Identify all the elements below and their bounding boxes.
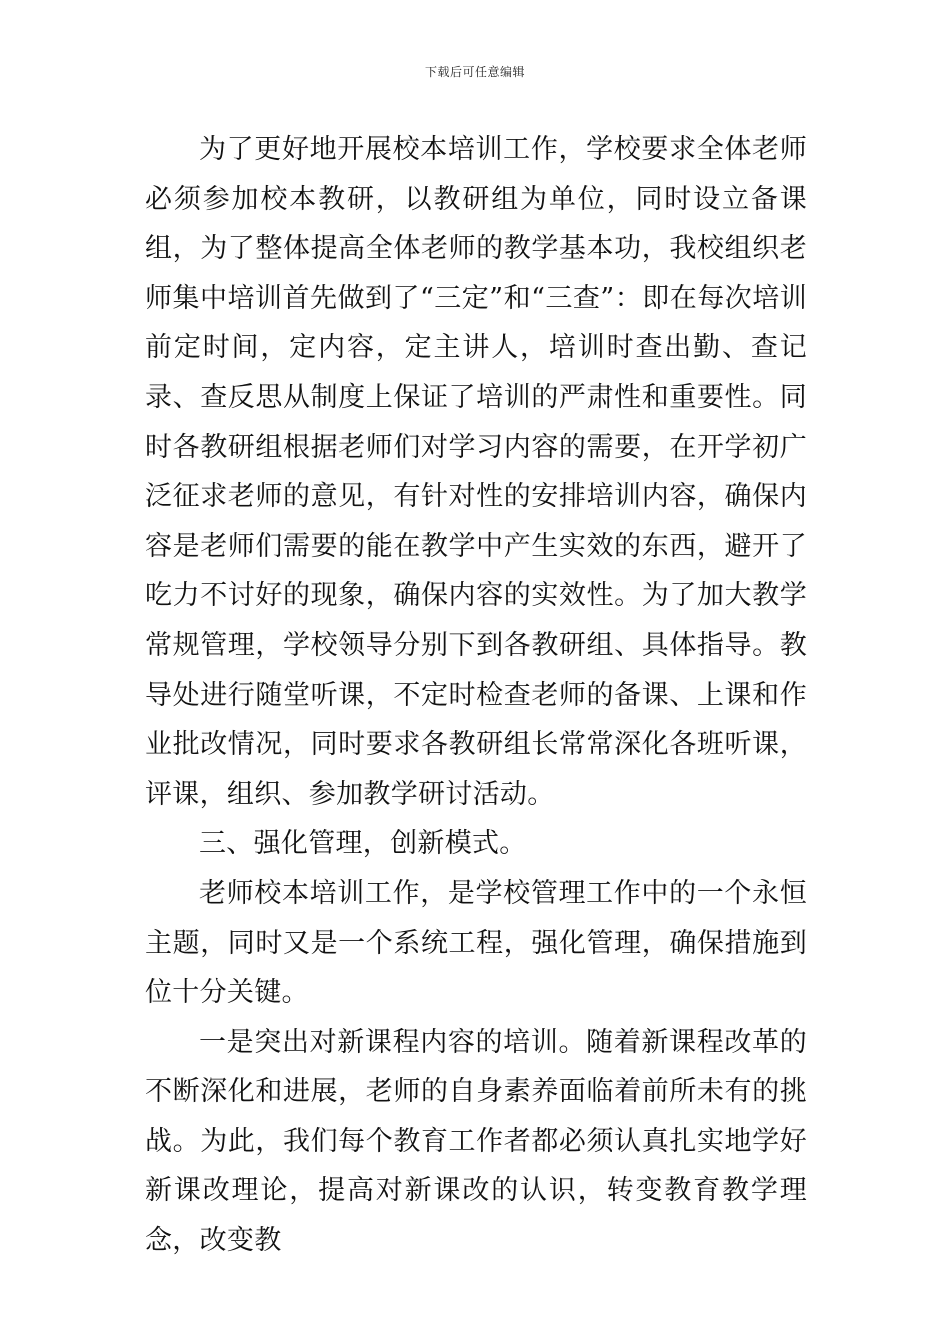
paragraph-new-curriculum-training: 一是突出对新课程内容的培训。随着新课程改革的不断深化和进展，老师的自身素养面临着前所未有的挑战。为此，我们每个教育工作者都必须认真扎实地学好新课改理论，提高对新课改的认识，转变教育教学理念，改变教 [145, 1026, 807, 1257]
paragraph-management-importance: 老师校本培训工作，是学校管理工作中的一个永恒主题，同时又是一个系统工程，强化管理，确保措施到位十分关键。 [145, 877, 807, 1009]
section-heading-strengthen-management: 三、强化管理，创新模式。 [199, 828, 527, 860]
header-note: 下载后可任意编辑 [424, 65, 525, 79]
paragraph-training-requirements: 为了更好地开展校本培训工作，学校要求全体老师必须参加校本教研，以教研组为单位，同时设立备课组，为了整体提高全体老师的教学基本功，我校组织老师集中培训首先做到了“三定”和“三查”：即在每次培训前定时间，定内容，定主讲人，培训时查出勤、查记录、查反思从制度上保证了培训的严肃性和重要性。同时各教研组根据老师们对学习内容的需要，在开学初广泛征求老师的意见，有针对性的安排培训内容，确保内容是老师们需要的能在教学中产生实效的东西，避开了吃力不讨好的现象，确保内容的实效性。为了加大教学常规管理，学校领导分别下到各教研组、具体指导。教导处进行随堂听课，不定时检查老师的备课、上课和作业批改情况，同时要求各教研组长常常深化各班听课，评课，组织、参加教学研讨活动。 [145, 134, 807, 810]
document-body [145, 125, 807, 1266]
